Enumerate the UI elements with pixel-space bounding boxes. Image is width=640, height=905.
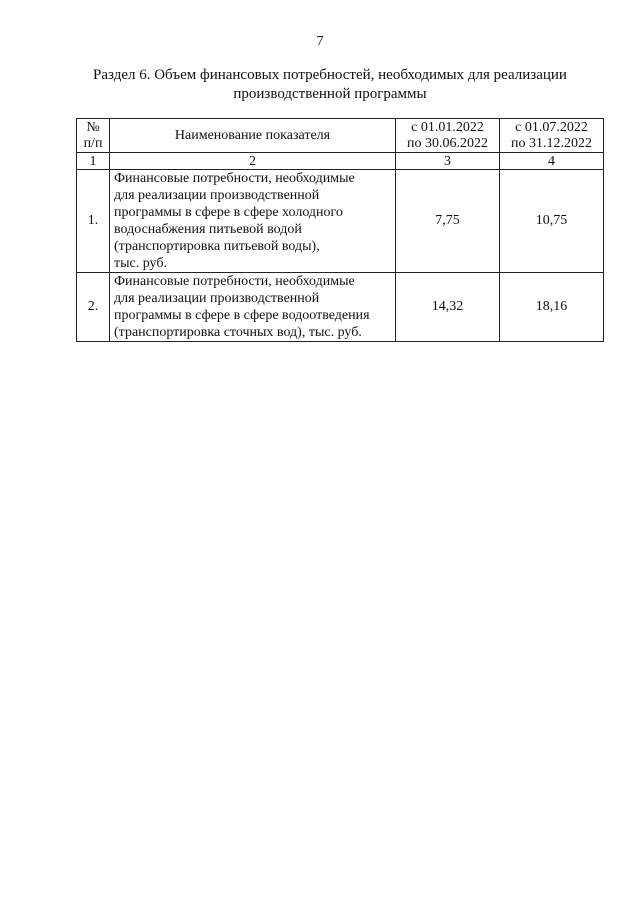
index-cell: 3 [396, 153, 500, 170]
header-num-line-1: № [86, 119, 100, 135]
row-name-line: (транспортировка питьевой воды), [114, 239, 320, 254]
table-header-row [77, 119, 604, 153]
row-value-period-2: 10,75 [500, 170, 604, 273]
row-name-line: водоснабжения питьевой водой [114, 222, 302, 237]
section-title-line-1: Раздел 6. Объем финансовых потребностей, необходимых для реализации [93, 67, 567, 83]
row-num: 2. [77, 273, 110, 342]
row-name-line: для реализации производственной [114, 291, 320, 306]
row-name-line: Финансовые потребности, необходимые [114, 171, 355, 186]
header-period-2-line-1: с 01.07.2022 [515, 119, 588, 135]
row-value-period-2: 18,16 [500, 273, 604, 342]
header-period-1 [396, 119, 500, 153]
row-num: 1. [77, 170, 110, 273]
row-value-period-1: 14,32 [396, 273, 500, 342]
index-cell: 4 [500, 153, 604, 170]
financial-needs-table [76, 118, 604, 342]
row-name [110, 170, 396, 273]
row-value-period-1: 7,75 [396, 170, 500, 273]
table-row [77, 273, 604, 342]
row-name [110, 273, 396, 342]
table-row [77, 170, 604, 273]
header-name: Наименование показателя [110, 119, 396, 153]
header-period-2-line-2: по 31.12.2022 [511, 135, 592, 151]
index-cell: 1 [77, 153, 110, 170]
header-period-1-line-2: по 30.06.2022 [407, 135, 488, 151]
row-name-line: для реализации производственной [114, 188, 320, 203]
row-name-line: тыс. руб. [114, 256, 167, 271]
header-num-line-2: п/п [83, 135, 103, 151]
row-name-line: Финансовые потребности, необходимые [114, 274, 355, 289]
header-period-1-line-1: с 01.01.2022 [411, 119, 484, 135]
section-title-line-2: производственной программы [233, 86, 427, 102]
section-title [70, 66, 590, 104]
row-name-line: программы в сфере в сфере холодного [114, 205, 343, 220]
table-index-row [77, 153, 604, 170]
page-number: 7 [316, 34, 324, 49]
index-cell: 2 [110, 153, 396, 170]
row-name-line: (транспортировка сточных вод), тыс. руб. [114, 325, 362, 340]
header-num [77, 119, 110, 153]
row-name-line: программы в сфере в сфере водоотведения [114, 308, 370, 323]
header-period-2 [500, 119, 604, 153]
